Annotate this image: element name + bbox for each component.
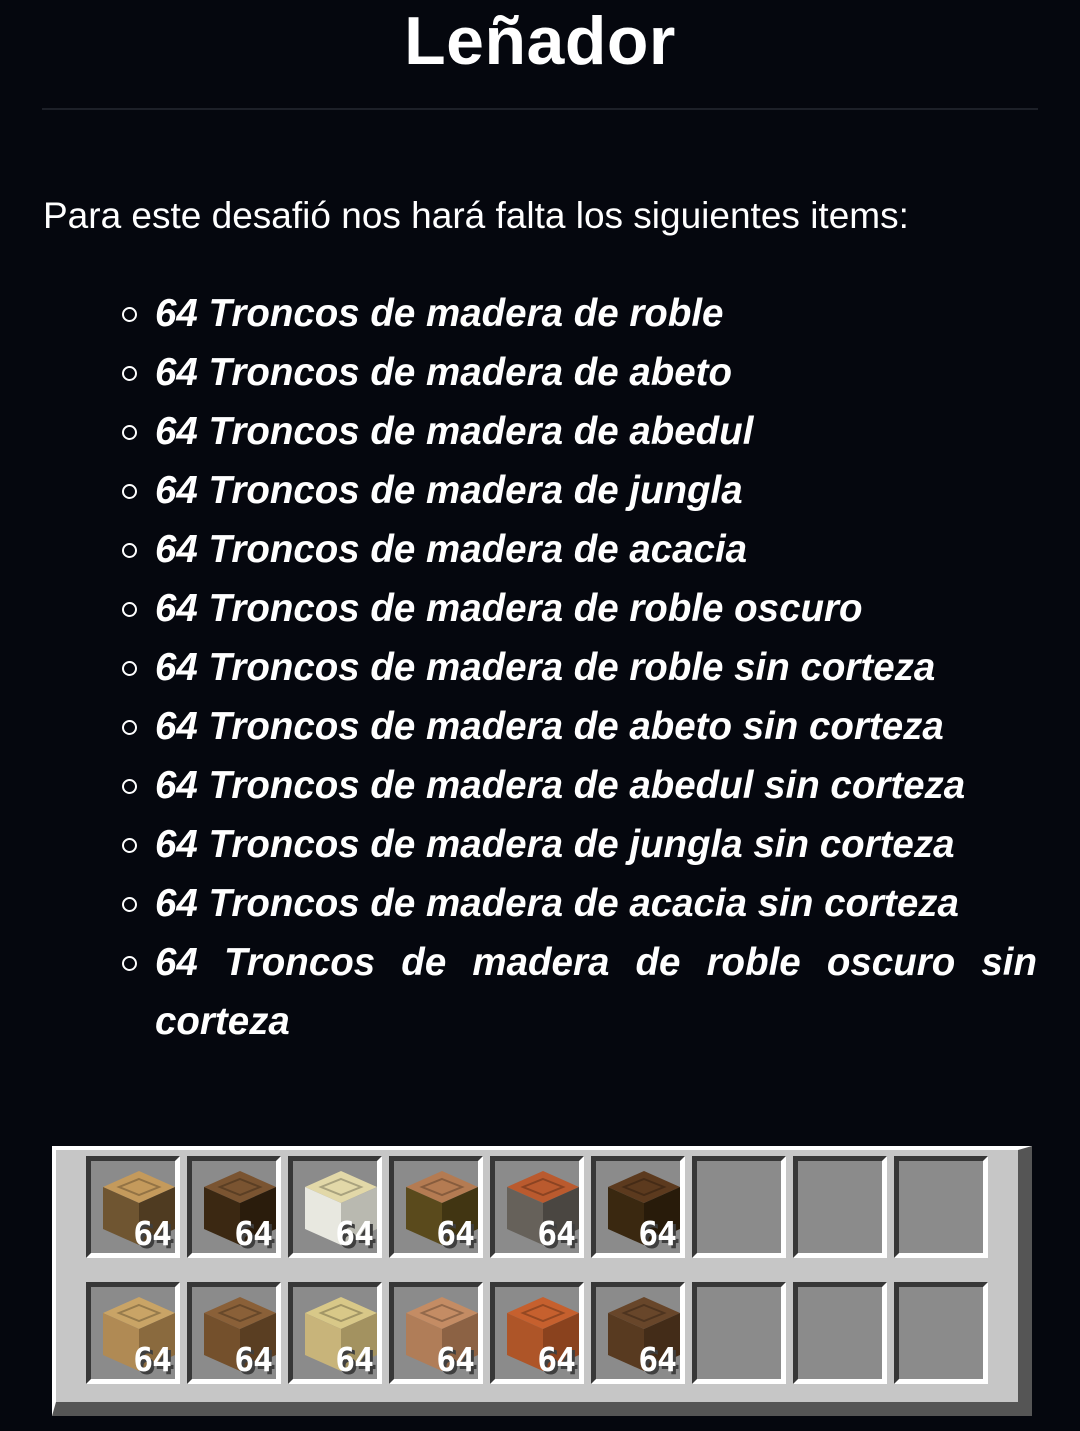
inventory-slot[interactable] (793, 1156, 887, 1258)
title-divider (42, 108, 1038, 110)
inventory-slot[interactable] (187, 1282, 281, 1384)
inventory-row (86, 1156, 995, 1268)
requirements-list (0, 284, 1080, 1051)
inventory-slot[interactable] (86, 1156, 180, 1258)
inventory-slot[interactable] (591, 1156, 685, 1258)
list-item (0, 874, 1037, 933)
inventory-slot[interactable] (793, 1282, 887, 1384)
item-count: 64 (133, 1214, 171, 1253)
inventory-slot[interactable] (692, 1156, 786, 1258)
bullet-icon (122, 307, 137, 322)
list-item-text: 64 Troncos de madera de roble oscuro sin corteza (155, 941, 1037, 1043)
inventory-slot[interactable] (692, 1282, 786, 1384)
inventory-slot[interactable] (490, 1156, 584, 1258)
list-item-text: 64 Troncos de madera de roble oscuro (155, 587, 863, 630)
list-item-text: 64 Troncos de madera de abeto (155, 351, 732, 394)
list-item (0, 284, 1037, 343)
list-item (0, 756, 1037, 815)
list-item (0, 697, 1037, 756)
inventory-panel (52, 1146, 1032, 1416)
bullet-icon (122, 543, 137, 558)
list-item-text: 64 Troncos de madera de roble (155, 292, 724, 335)
list-item (0, 402, 1037, 461)
inventory-slot[interactable] (86, 1282, 180, 1384)
list-item (0, 343, 1037, 402)
item-count: 64 (234, 1214, 272, 1253)
bullet-icon (122, 366, 137, 381)
item-count: 64 (638, 1214, 676, 1253)
bullet-icon (122, 838, 137, 853)
inventory-slot[interactable] (389, 1282, 483, 1384)
inventory-slot[interactable] (288, 1156, 382, 1258)
page-title: Leñador (404, 3, 676, 79)
item-count: 64 (537, 1214, 575, 1253)
list-item-text: 64 Troncos de madera de acacia (155, 528, 748, 571)
list-item-text: 64 Troncos de madera de abedul (155, 410, 754, 453)
list-item-text: 64 Troncos de madera de abeto sin corteza (155, 705, 944, 748)
bullet-icon (122, 956, 137, 971)
bullet-icon (122, 484, 137, 499)
item-count: 64 (335, 1214, 373, 1253)
bullet-icon (122, 425, 137, 440)
inventory-slot[interactable] (894, 1282, 988, 1384)
list-item (0, 815, 1037, 874)
list-item-text: 64 Troncos de madera de jungla (155, 469, 743, 512)
list-item (0, 933, 1037, 1051)
list-item (0, 638, 1037, 697)
item-count: 64 (436, 1214, 474, 1253)
intro-text: Para este desafió nos hará falta los siguientes items: (43, 195, 909, 236)
list-item (0, 579, 1037, 638)
inventory-slot[interactable] (490, 1282, 584, 1384)
inventory-slot[interactable] (187, 1156, 281, 1258)
bullet-icon (122, 661, 137, 676)
list-item (0, 461, 1037, 520)
item-count: 64 (133, 1340, 171, 1379)
list-item-text: 64 Troncos de madera de jungla sin corteza (155, 823, 955, 866)
item-count: 64 (234, 1340, 272, 1379)
inventory-slot[interactable] (591, 1282, 685, 1384)
bullet-icon (122, 720, 137, 735)
item-count: 64 (638, 1340, 676, 1379)
inventory-slot[interactable] (288, 1282, 382, 1384)
item-count: 64 (436, 1340, 474, 1379)
inventory-row (86, 1282, 995, 1394)
item-count: 64 (537, 1340, 575, 1379)
list-item (0, 520, 1037, 579)
list-item-text: 64 Troncos de madera de acacia sin corteza (155, 882, 959, 925)
inventory-slot[interactable] (389, 1156, 483, 1258)
bullet-icon (122, 779, 137, 794)
list-item-text: 64 Troncos de madera de roble sin corteza (155, 646, 936, 689)
list-item-text: 64 Troncos de madera de abedul sin corteza (155, 764, 966, 807)
bullet-icon (122, 602, 137, 617)
item-count: 64 (335, 1340, 373, 1379)
inventory-slot[interactable] (894, 1156, 988, 1258)
bullet-icon (122, 897, 137, 912)
